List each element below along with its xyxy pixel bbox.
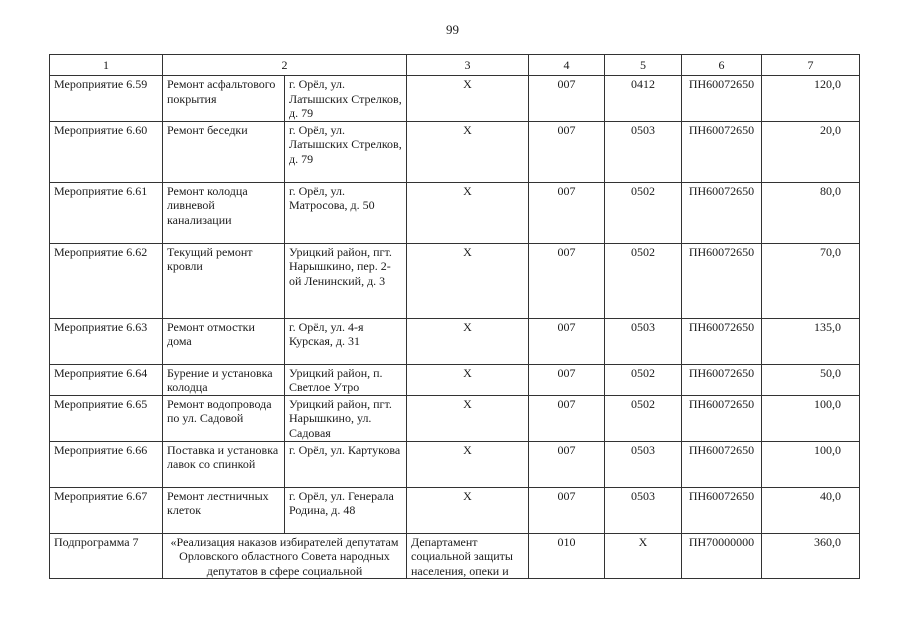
header-cell: 3 [407, 55, 529, 76]
table-row [50, 364, 860, 395]
subprogram-row [50, 533, 860, 579]
col4-value: 007 [529, 487, 605, 533]
table-row [50, 76, 860, 122]
col3-value: Х [407, 395, 529, 441]
measure-id: Мероприятие 6.61 [50, 182, 163, 243]
col6-value: ПН60072650 [682, 76, 762, 122]
col7-value: 40,0 [762, 487, 860, 533]
col7-value: 100,0 [762, 395, 860, 441]
measure-id: Мероприятие 6.65 [50, 395, 163, 441]
col4-value: 010 [529, 533, 605, 579]
measure-name: Ремонт отмостки дома [163, 318, 285, 364]
col7-value: 50,0 [762, 364, 860, 395]
measure-name: Текущий ремонт кровли [163, 243, 285, 318]
col7-value: 20,0 [762, 121, 860, 182]
col5-value: Х [605, 533, 682, 579]
subprogram-id: Подпрограмма 7 [50, 533, 163, 579]
col6-value: ПН60072650 [682, 121, 762, 182]
measure-address: Урицкий район, пгт. Нарышкино, ул. Садовая [285, 395, 407, 441]
measure-name: Ремонт беседки [163, 121, 285, 182]
header-cell: 6 [682, 55, 762, 76]
table-row [50, 441, 860, 487]
col4-value: 007 [529, 76, 605, 122]
col5-value: 0502 [605, 395, 682, 441]
table-row [50, 318, 860, 364]
measure-id: Мероприятие 6.63 [50, 318, 163, 364]
col7-value: 135,0 [762, 318, 860, 364]
measure-id: Мероприятие 6.60 [50, 121, 163, 182]
table-row [50, 121, 860, 182]
budget-table [49, 54, 860, 579]
measure-name: Поставка и установка лавок со спинкой [163, 441, 285, 487]
col4-value: 007 [529, 318, 605, 364]
header-cell: 5 [605, 55, 682, 76]
header-row [50, 55, 860, 76]
col5-value: 0503 [605, 121, 682, 182]
col7-value: 360,0 [762, 533, 860, 579]
measure-address: г. Орёл, ул. 4-я Курская, д. 31 [285, 318, 407, 364]
measure-address: г. Орёл, ул. Картукова [285, 441, 407, 487]
header-cell: 2 [163, 55, 407, 76]
col7-value: 120,0 [762, 76, 860, 122]
col5-value: 0503 [605, 441, 682, 487]
measure-id: Мероприятие 6.66 [50, 441, 163, 487]
col5-value: 0502 [605, 243, 682, 318]
measure-id: Мероприятие 6.64 [50, 364, 163, 395]
measure-id: Мероприятие 6.67 [50, 487, 163, 533]
measure-name: Ремонт асфальтового покрытия [163, 76, 285, 122]
subprogram-department: Департамент социальной защиты населения, опеки и [407, 533, 529, 579]
col6-value: ПН60072650 [682, 182, 762, 243]
col6-value: ПН60072650 [682, 243, 762, 318]
col6-value: ПН60072650 [682, 395, 762, 441]
col4-value: 007 [529, 121, 605, 182]
col7-value: 70,0 [762, 243, 860, 318]
header-cell: 1 [50, 55, 163, 76]
measure-name: Ремонт колодца ливневой канализации [163, 182, 285, 243]
measure-address: г. Орёл, ул. Матросова, д. 50 [285, 182, 407, 243]
measure-address: г. Орёл, ул. Латышских Стрелков, д. 79 [285, 76, 407, 122]
measure-id: Мероприятие 6.62 [50, 243, 163, 318]
table-row [50, 487, 860, 533]
measure-address: г. Орёл, ул. Латышских Стрелков, д. 79 [285, 121, 407, 182]
col6-value: ПН70000000 [682, 533, 762, 579]
col5-value: 0503 [605, 487, 682, 533]
measure-address: Урицкий район, п. Светлое Утро [285, 364, 407, 395]
col3-value: Х [407, 487, 529, 533]
col3-value: Х [407, 243, 529, 318]
measure-address: г. Орёл, ул. Генерала Родина, д. 48 [285, 487, 407, 533]
table-row [50, 182, 860, 243]
header-cell: 4 [529, 55, 605, 76]
table-row [50, 395, 860, 441]
col4-value: 007 [529, 364, 605, 395]
col3-value: Х [407, 182, 529, 243]
col5-value: 0412 [605, 76, 682, 122]
measure-address: Урицкий район, пгт. Нарышкино, пер. 2-ой Ленинский, д. 3 [285, 243, 407, 318]
table-row [50, 243, 860, 318]
col4-value: 007 [529, 182, 605, 243]
measure-id: Мероприятие 6.59 [50, 76, 163, 122]
measure-name: Бурение и установка колодца [163, 364, 285, 395]
col5-value: 0502 [605, 182, 682, 243]
col6-value: ПН60072650 [682, 441, 762, 487]
measure-name: Ремонт водопровода по ул. Садовой [163, 395, 285, 441]
header-cell: 7 [762, 55, 860, 76]
page-number: 99 [446, 22, 459, 37]
col7-value: 80,0 [762, 182, 860, 243]
col4-value: 007 [529, 441, 605, 487]
col3-value: Х [407, 318, 529, 364]
col6-value: ПН60072650 [682, 318, 762, 364]
col6-value: ПН60072650 [682, 364, 762, 395]
col3-value: Х [407, 364, 529, 395]
col3-value: Х [407, 121, 529, 182]
col5-value: 0502 [605, 364, 682, 395]
measure-name: Ремонт лестничных клеток [163, 487, 285, 533]
col4-value: 007 [529, 395, 605, 441]
col5-value: 0503 [605, 318, 682, 364]
col6-value: ПН60072650 [682, 487, 762, 533]
col7-value: 100,0 [762, 441, 860, 487]
col3-value: Х [407, 76, 529, 122]
col3-value: Х [407, 441, 529, 487]
subprogram-title: «Реализация наказов избирателей депутатам Орловского областного Совета народных депутатов в сфере социальной [163, 533, 407, 579]
col4-value: 007 [529, 243, 605, 318]
